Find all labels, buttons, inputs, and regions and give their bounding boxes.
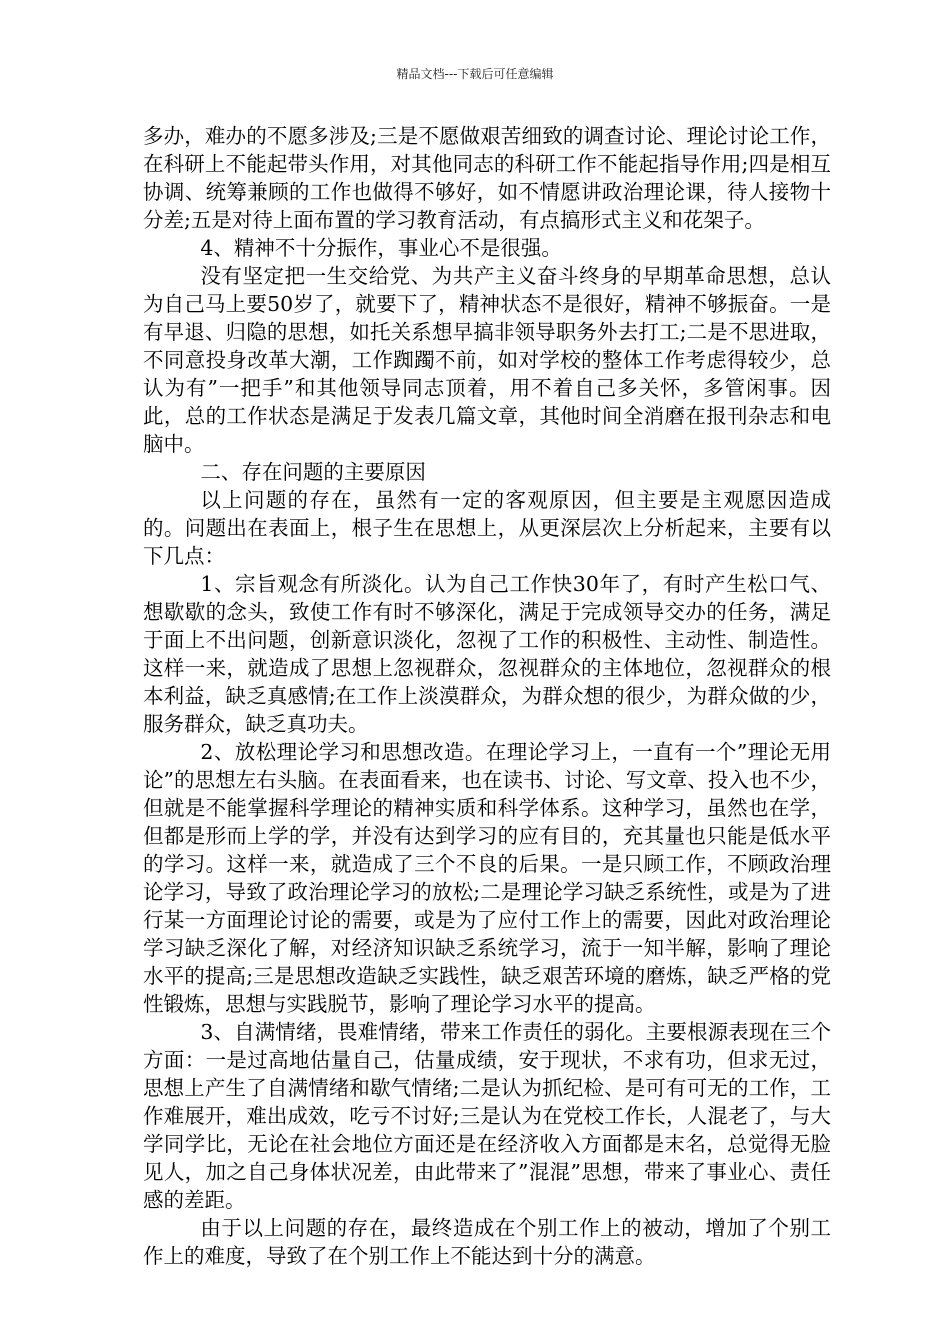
document-body [143, 122, 831, 1270]
paragraph-cause-2: 2、放松理论学习和思想改造。在理论学习上，一直有一个”理论无用论”的思想左右头脑。在表面看来，也在读书、讨论、写文章、投入也不少，但就是不能掌握科学理论的精神实质和科学体系。这种学习，虽然也在学，但都是形而上学的学，并没有达到学习的应有目的，充其量也只能是低水平的学习。这样一来，就造成了三个不良的后果。一是只顾工作，不顾政治理论学习，导致了政治理论学习的放松;二是理论学习缺乏系统性，或是为了进行某一方面理论讨论的需要，或是为了应付工作上的需要，因此对政治理论学习缺乏深化了解，对经济知识缺乏系统学习，流于一知半解，影响了理论水平的提高;三是思想改造缺乏实践性，缺乏艰苦环境的磨炼，缺乏严格的党性锻炼，思想与实践脱节，影响了理论学习水平的提高。 [143, 740, 831, 1016]
paragraph-causes-intro: 以上问题的存在，虽然有一定的客观原因，但主要是主观愿因造成的。问题出在表面上，根子生在思想上，从更深层次上分析起来，主要有以下几点： [143, 488, 831, 568]
running-header: 精品文档---下载后可任意编辑 [396, 67, 554, 81]
paragraph-cause-3: 3、自满情绪，畏难情绪，带来工作责任的弱化。主要根源表现在三个方面：一是过高地估量自己，估量成绩，安于现状，不求有功，但求无过，思想上产生了自满情绪和歇气情绪;二是认为抓纪检、是可有可无的工作，工作难展开，难出成效，吃亏不讨好;三是认为在党校工作长，人混老了，与大学同学比，无论在社会地位方面还是在经济收入方面都是末名，总觉得无脸见人，加之自己身体状况差，由此带来了”混混”思想，带来了事业心、责任感的差距。 [143, 1020, 831, 1212]
paragraph-continuation: 多办，难办的不愿多涉及;三是不愿做艰苦细致的调查讨论、理论讨论工作，在科研上不能起带头作用，对其他同志的科研工作不能起指导作用;四是相互协调、统筹兼顾的工作也做得不够好，如不情愿讲政治理论课，待人接物十分差;五是对待上面布置的学习教育活动，有点搞形式主义和花架子。 [143, 124, 831, 232]
section-heading-causes: 二、存在问题的主要原因 [200, 460, 426, 484]
paragraph-spirit-detail: 没有坚定把一生交给党、为共产主义奋斗终身的早期革命思想，总认为自己马上要50岁了，就要下了，精神状态不是很好，精神不够振奋。一是有早退、归隐的思想，如托关系想早搞非领导职务外去打工;二是不思进取，不同意投身改革大潮，工作踟躅不前，如对学校的整体工作考虑得较少，总认为有”一把手”和其他领导同志顶着，用不着自己多关怀，多管闲事。因此，总的工作状态是满足于发表几篇文章，其他时间全消磨在报刊杂志和电脑中。 [143, 264, 831, 456]
paragraph-conclusion: 由于以上问题的存在，最终造成在个别工作上的被动，增加了个别工作上的难度，导致了在个别工作上不能达到十分的满意。 [143, 1216, 831, 1268]
paragraph-cause-1: 1、宗旨观念有所淡化。认为自己工作快30年了，有时产生松口气、想歇歇的念头，致使工作有时不够深化，满足于完成领导交办的任务，满足于面上不出问题，创新意识淡化，忽视了工作的积极性、主动性、制造性。这样一来，就造成了思想上忽视群众，忽视群众的主体地位，忽视群众的根本利益，缺乏真感情;在工作上淡漠群众，为群众想的很少，为群众做的少，服务群众，缺乏真功夫。 [143, 572, 831, 736]
paragraph-heading-spirit: 4、精神不十分振作，事业心不是很强。 [200, 236, 562, 260]
